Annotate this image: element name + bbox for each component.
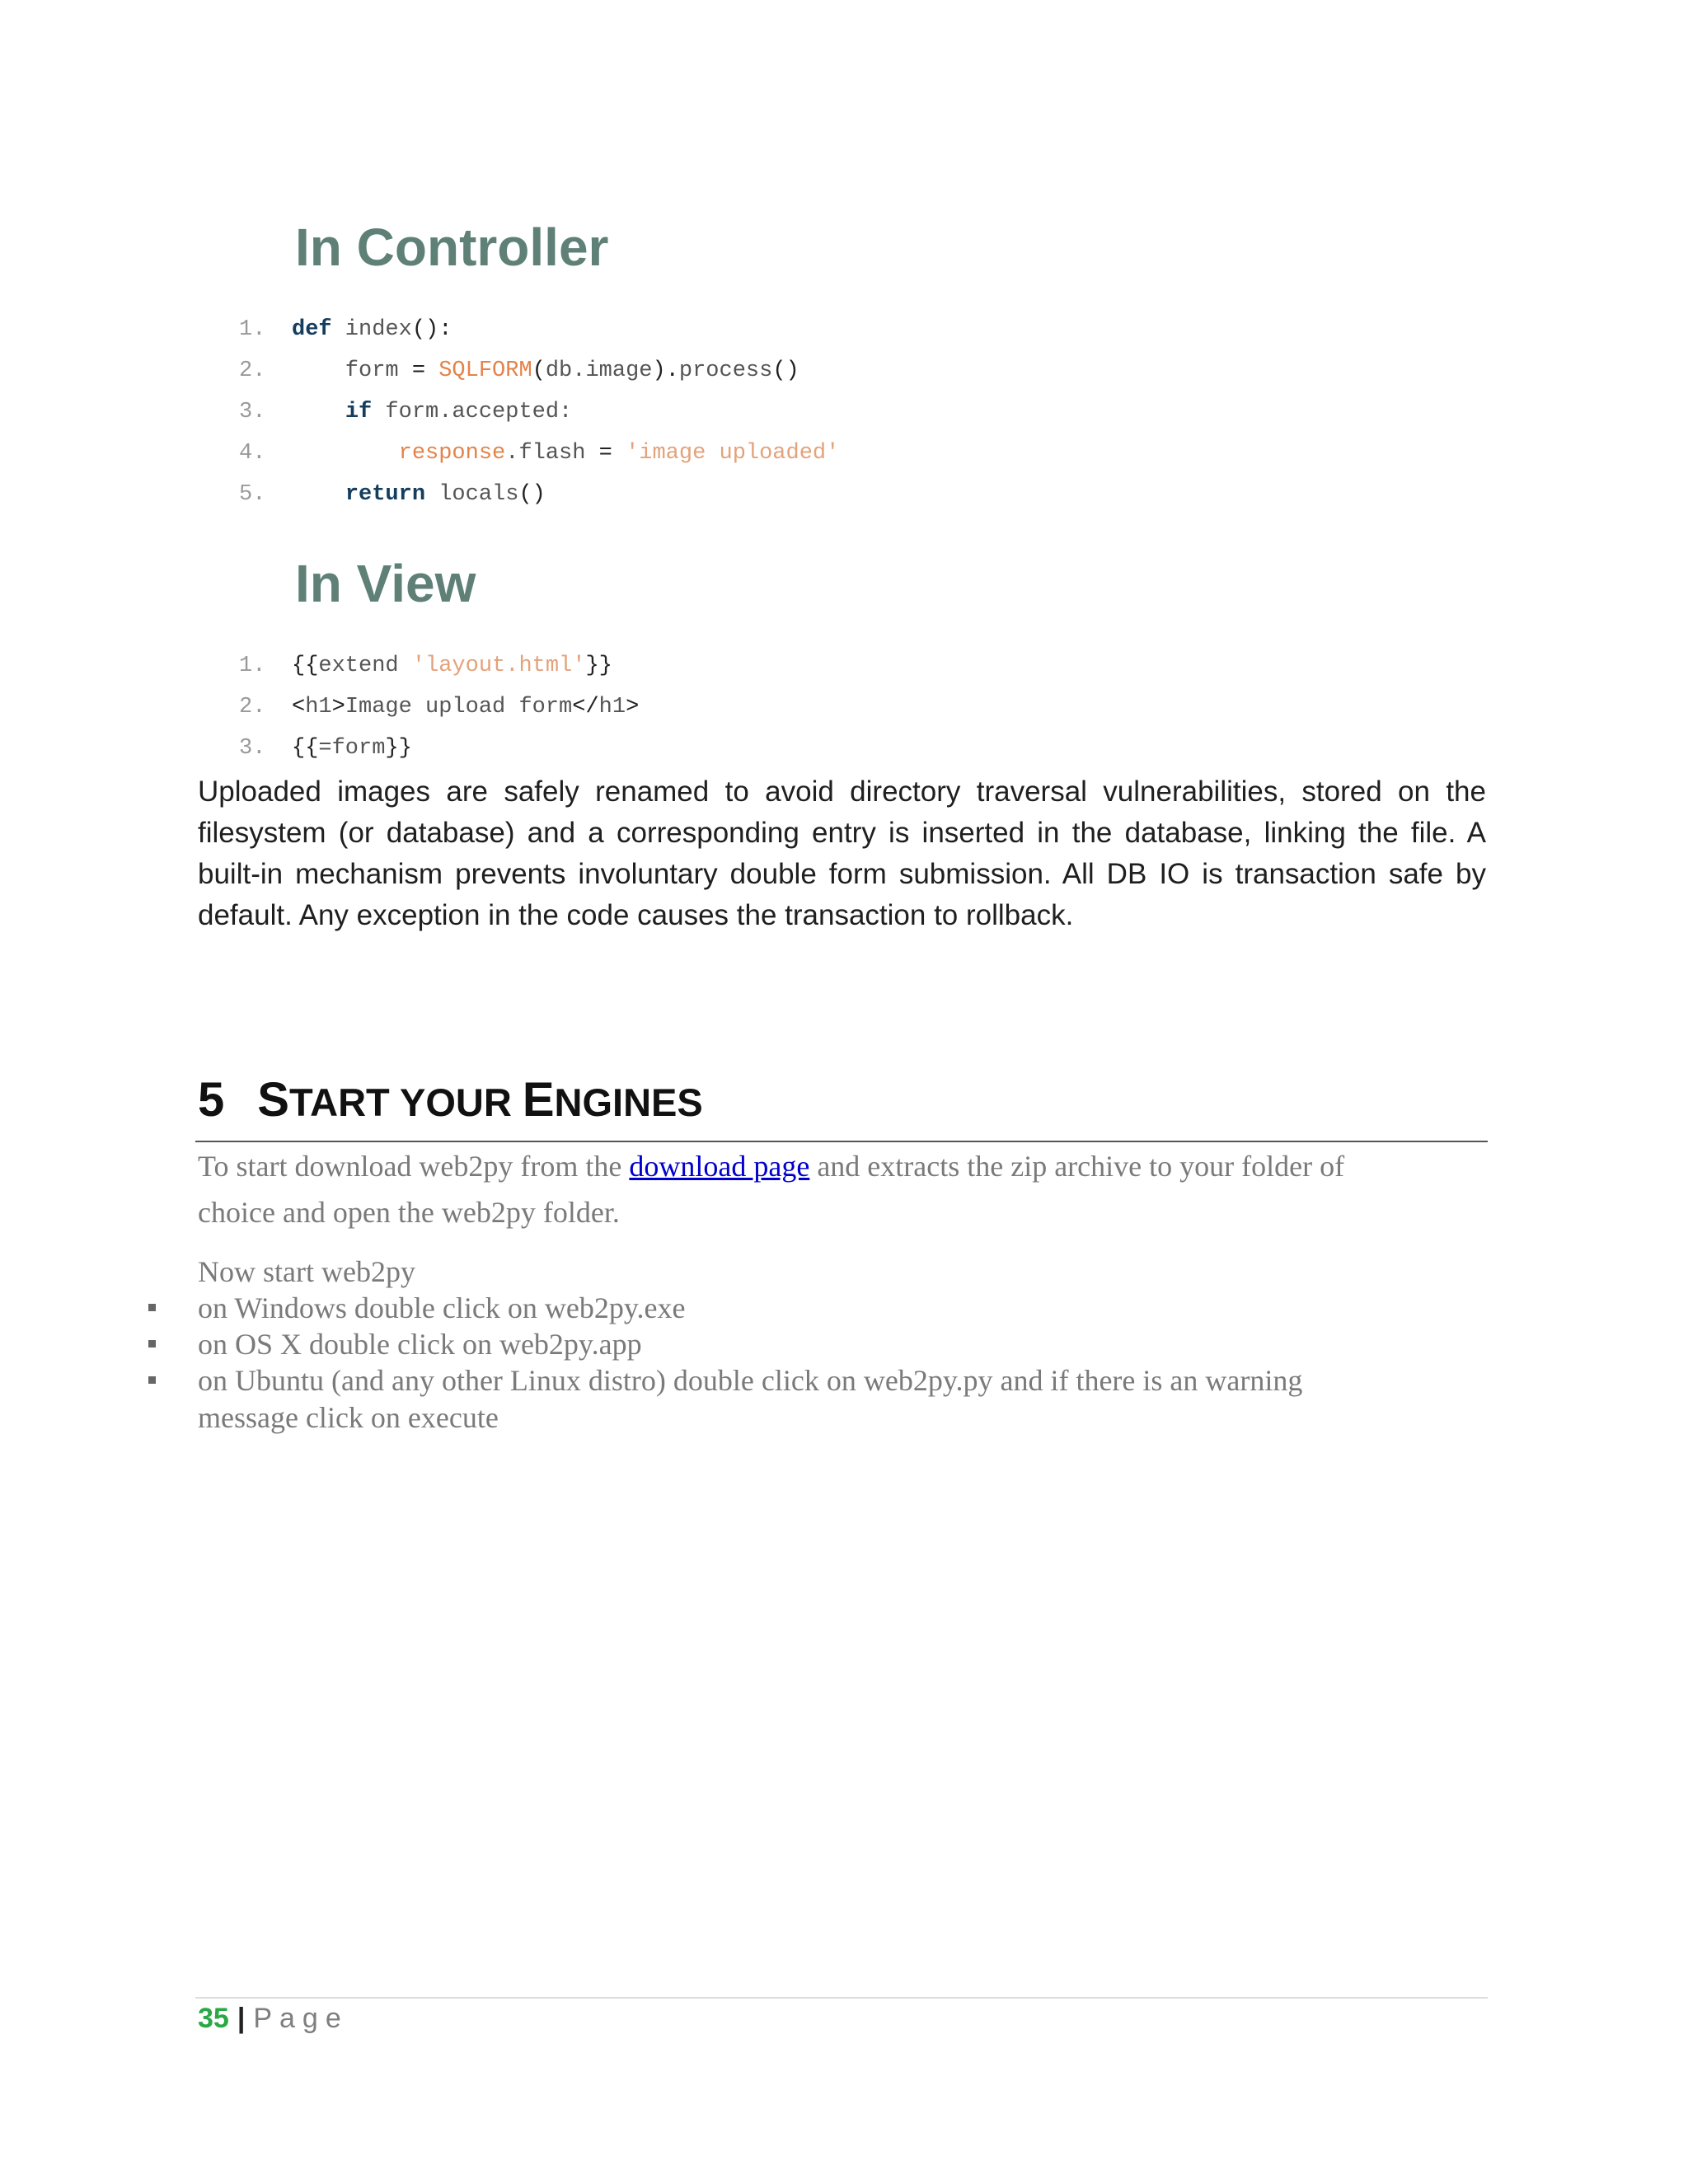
code-token: db.image — [545, 359, 653, 383]
download-page-link[interactable]: download page — [629, 1150, 810, 1183]
code-token — [292, 482, 345, 507]
code-token: }} — [585, 654, 612, 678]
view-heading: In View — [295, 554, 476, 613]
now-start-line: Now start web2py — [198, 1255, 415, 1288]
code-token: < — [292, 695, 306, 719]
code-token: ). — [652, 359, 679, 383]
line-number: 5. — [239, 482, 266, 507]
intro-text-before-link: To start download web2py from the — [198, 1150, 630, 1183]
chapter-title-initial-2: E — [522, 1073, 555, 1127]
code-text — [292, 317, 452, 342]
list-item-ubuntu-continued: message click on execute — [198, 1401, 499, 1434]
code-token: response — [398, 441, 506, 466]
code-token: h1 — [305, 695, 332, 719]
code-token: {{ — [292, 654, 319, 678]
list-item-windows: on Windows double click on web2py.exe — [198, 1291, 686, 1324]
footer-separator: | — [237, 2003, 246, 2034]
code-text — [292, 654, 612, 678]
code-token: () — [518, 482, 546, 507]
chapter-heading — [198, 1073, 703, 1127]
code-token: () — [772, 359, 799, 383]
description-paragraph: Uploaded images are safely renamed to avoid directory traversal vulnerabilities, stored on the filesystem (or database) and a corresponding entry is inserted in the database, linking the file. A built-in mechanism prevents involuntary double form submission. All DB IO is transaction safe by default. Any exception in the code causes the transaction to rollback. — [198, 776, 1486, 931]
code-token: form.accepted: — [372, 400, 573, 424]
chapter-title-rest: TART YOUR — [288, 1080, 523, 1124]
code-token: = — [598, 441, 612, 466]
code-text — [292, 441, 839, 466]
list-item-ubuntu: on Ubuntu (and any other Linux distro) double click on web2py.py and if there is an warning — [198, 1364, 1303, 1397]
code-text — [292, 400, 572, 424]
chapter-rule — [195, 1141, 1488, 1142]
code-token: =form — [318, 736, 386, 761]
code-token: ( — [532, 359, 546, 383]
code-token: 'layout.html' — [411, 654, 586, 678]
code-token — [292, 441, 399, 466]
code-token: > — [626, 695, 640, 719]
code-token: {{ — [292, 736, 319, 761]
code-text — [292, 482, 546, 507]
code-token: h1 — [598, 695, 626, 719]
code-token: process — [678, 359, 773, 383]
code-token — [292, 400, 345, 424]
line-number: 2. — [239, 359, 266, 383]
code-text — [292, 359, 799, 383]
code-token: SQLFORM — [425, 359, 532, 383]
chapter-title-rest-2: NGINES — [554, 1080, 703, 1124]
page-word: Page — [253, 2003, 349, 2034]
line-number: 3. — [239, 736, 266, 761]
code-token: > — [331, 695, 345, 719]
code-token: if — [345, 400, 373, 424]
line-number: 2. — [239, 695, 266, 719]
code-token: Image upload form — [345, 695, 573, 719]
bullet-marker — [148, 1376, 156, 1384]
controller-heading: In Controller — [295, 218, 609, 277]
code-text — [292, 736, 412, 761]
line-number: 1. — [239, 654, 266, 678]
line-number: 3. — [239, 400, 266, 424]
page-footer — [198, 2003, 349, 2035]
chapter-number: 5 — [198, 1073, 225, 1127]
intro-line-2: choice and open the web2py folder. — [198, 1196, 620, 1229]
code-token: def — [292, 317, 332, 342]
code-token: locals — [425, 482, 519, 507]
code-token: .flash — [505, 441, 599, 466]
intro-text-after-link: and extracts the zip archive to your folder of — [809, 1150, 1345, 1183]
bullet-marker — [148, 1304, 156, 1311]
code-token: }} — [385, 736, 412, 761]
footer-rule — [195, 1997, 1488, 1999]
page-number: 35 — [198, 2003, 229, 2034]
line-number: 4. — [239, 441, 266, 466]
intro-line-1 — [198, 1149, 1344, 1183]
line-number: 1. — [239, 317, 266, 342]
code-token: form — [292, 359, 412, 383]
code-token: index — [331, 317, 412, 342]
code-token: = — [411, 359, 426, 383]
code-token: 'image uploaded' — [612, 441, 840, 466]
code-token: </ — [572, 695, 599, 719]
code-token: return — [345, 482, 426, 507]
code-token: extend — [318, 654, 412, 678]
chapter-title-initial: S — [257, 1073, 289, 1127]
code-text — [292, 695, 639, 719]
bullet-marker — [148, 1340, 156, 1347]
list-item-osx: on OS X double click on web2py.app — [198, 1328, 642, 1361]
code-token: (): — [411, 317, 452, 342]
